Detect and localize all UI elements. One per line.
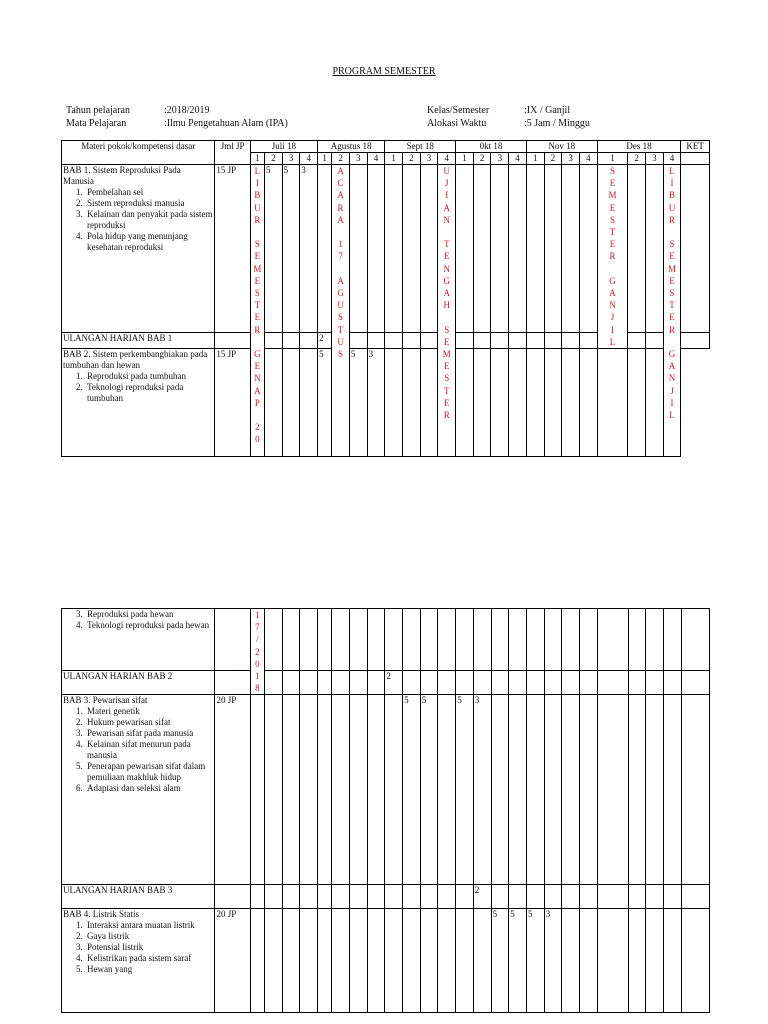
cell — [509, 609, 527, 671]
cell — [645, 333, 663, 349]
week-num: 4 — [509, 153, 527, 165]
list-item: 2. Teknologi reproduksi pada tumbuhan — [85, 382, 213, 404]
cell — [681, 909, 709, 1013]
cell — [562, 333, 580, 349]
cell — [420, 609, 438, 671]
header-materi: Materi pokok/kompetensi dasar — [62, 141, 215, 165]
bab4-list — [63, 920, 213, 975]
list-item: 5. Penerapan pewarisan sifat dalam pemuliaan makhluk hidup — [85, 761, 213, 783]
bab3-sep2: 5 — [403, 695, 421, 885]
week-num: 3 — [562, 153, 580, 165]
cell — [349, 165, 367, 333]
week-num: 4 — [300, 153, 318, 165]
cell — [332, 695, 350, 885]
week-num: 3 — [491, 153, 509, 165]
cell — [527, 609, 545, 671]
week-num: 1 — [597, 153, 628, 165]
list-item: 1. Pembelahan sel — [85, 187, 213, 198]
cell — [681, 165, 710, 333]
cell — [681, 671, 709, 695]
week-num: 2 — [473, 153, 491, 165]
bab4-nov1: 5 — [527, 909, 545, 1013]
header-month-sep: Sept 18 — [385, 141, 456, 153]
page-title: PROGRAM SEMESTER — [332, 66, 436, 77]
list-item: 2. Gaya listrik — [85, 931, 213, 942]
cell — [420, 349, 438, 457]
bab2cont-list — [63, 609, 213, 631]
cell — [473, 165, 491, 333]
week-num: 2 — [403, 153, 421, 165]
cell — [491, 695, 509, 885]
cell — [282, 609, 300, 671]
list-item: 2. Hukum pewarisan sifat — [85, 717, 213, 728]
cell — [628, 349, 646, 457]
vertical-libur-ganjil: L I B U R S E M E S T E R G A N J I L — [663, 165, 681, 457]
header-row-months — [62, 141, 710, 153]
cell — [491, 885, 509, 909]
cell — [456, 333, 474, 349]
cell — [367, 885, 385, 909]
cell — [456, 885, 474, 909]
cell — [663, 885, 681, 909]
cell — [265, 695, 283, 885]
cell — [628, 165, 646, 333]
week-num: 4 — [663, 153, 681, 165]
week-num: 1 — [526, 153, 544, 165]
cell — [385, 609, 403, 671]
kelas-value: :IX / Ganjil — [524, 105, 571, 116]
uh3-title: ULANGAN HARIAN BAB 3 — [62, 885, 215, 909]
alokasi-value: :5 Jam / Minggu — [524, 118, 590, 129]
bab2-jp: 15 JP — [215, 349, 250, 457]
cell — [456, 909, 474, 1013]
uh1-agu1: 2 — [318, 333, 332, 349]
mapel-label: Mata Pelajaran — [66, 118, 127, 129]
cell — [509, 165, 527, 333]
cell — [562, 349, 580, 457]
cell — [403, 671, 421, 695]
cell — [562, 609, 580, 671]
meta-left-values — [164, 104, 288, 130]
cell — [544, 671, 562, 695]
cell — [663, 609, 681, 671]
bab2cont-cell — [62, 609, 215, 671]
cell — [385, 885, 403, 909]
table-row — [62, 695, 710, 885]
week-num: 4 — [579, 153, 597, 165]
cell — [385, 349, 403, 457]
cell — [215, 885, 250, 909]
bab3-cell — [62, 695, 215, 885]
cell — [509, 695, 527, 885]
ket-blank — [681, 153, 710, 165]
bab3-sep3: 5 — [420, 695, 438, 885]
cell — [628, 909, 646, 1013]
alokasi-label: Alokasi Waktu — [427, 118, 487, 129]
cell — [491, 333, 509, 349]
cell — [681, 609, 709, 671]
cell — [646, 909, 664, 1013]
cell — [420, 909, 438, 1013]
cell — [318, 609, 332, 671]
bab3-jp: 20 JP — [215, 695, 250, 885]
bab2-title: BAB 2. Sistem perkembangbiakan pada tumbuhan dan hewan — [63, 349, 208, 371]
cell — [562, 165, 580, 333]
cell — [628, 671, 646, 695]
cell — [580, 695, 598, 885]
week-num: 1 — [456, 153, 474, 165]
cell — [456, 671, 474, 695]
cell — [597, 695, 628, 885]
cell — [473, 609, 491, 671]
bab4-jp: 20 JP — [215, 909, 250, 1013]
vertical-libur-genap-cont: 1 7 / 2 0 1 8 — [250, 609, 264, 695]
cell — [438, 609, 456, 671]
cell — [544, 695, 562, 885]
cell — [579, 349, 597, 457]
week-num: 3 — [645, 153, 663, 165]
cell — [473, 333, 491, 349]
week-num: 3 — [420, 153, 438, 165]
table-row — [62, 671, 710, 695]
cell — [420, 671, 438, 695]
cell — [491, 349, 509, 457]
cell — [580, 885, 598, 909]
bab2-list — [63, 371, 213, 404]
cell — [597, 671, 628, 695]
bab3-list — [63, 706, 213, 794]
cell — [473, 909, 491, 1013]
uh2-title: ULANGAN HARIAN BAB 2 — [62, 671, 215, 695]
cell — [403, 885, 421, 909]
cell — [367, 695, 385, 885]
cell — [300, 909, 318, 1013]
cell — [349, 695, 367, 885]
bab2-sep1: 3 — [367, 349, 385, 457]
bab3-okt1: 5 — [456, 695, 474, 885]
cell — [562, 909, 580, 1013]
cell — [456, 349, 474, 457]
table-row — [62, 909, 710, 1013]
vertical-acara: A C A R A 1 7 A G U S T U S — [332, 165, 350, 457]
list-item: 2. Sistem reproduksi manusia — [85, 198, 213, 209]
cell — [544, 609, 562, 671]
cell — [300, 671, 318, 695]
meta-right — [427, 104, 489, 130]
meta-right-values — [524, 104, 590, 130]
cell — [628, 609, 646, 671]
header-month-jul: Juli 18 — [250, 141, 317, 153]
cell — [385, 165, 403, 333]
header-month-agu: Agustus 18 — [318, 141, 385, 153]
week-num: 4 — [438, 153, 456, 165]
kelas-label: Kelas/Semester — [427, 105, 490, 116]
cell — [250, 885, 264, 909]
cell — [544, 349, 562, 457]
cell — [420, 885, 438, 909]
bab3-okt2: 3 — [473, 695, 491, 885]
list-item: 4. Kelistrikan pada sistem saraf — [85, 953, 213, 964]
cell — [215, 333, 250, 349]
cell — [300, 695, 318, 885]
bab1-jp: 15 JP — [215, 165, 250, 333]
cell — [646, 671, 664, 695]
cell — [300, 609, 318, 671]
list-item: 5. Hewan yang — [85, 964, 213, 975]
cell — [527, 695, 545, 885]
cell — [385, 695, 403, 885]
cell — [579, 165, 597, 333]
cell — [420, 333, 438, 349]
program-table-2 — [61, 608, 710, 1013]
cell — [265, 609, 283, 671]
week-num: 2 — [264, 153, 282, 165]
table-row — [62, 349, 710, 457]
cell — [580, 909, 598, 1013]
cell — [628, 695, 646, 885]
cell — [597, 609, 628, 671]
cell — [473, 671, 491, 695]
bab1-cell — [62, 165, 215, 333]
cell — [473, 349, 491, 457]
bab2-agu4: 5 — [349, 349, 367, 457]
cell — [438, 909, 456, 1013]
cell — [300, 885, 318, 909]
week-num: 3 — [282, 153, 300, 165]
cell — [681, 695, 709, 885]
cell — [544, 885, 562, 909]
cell — [367, 609, 385, 671]
cell — [265, 671, 283, 695]
cell — [645, 349, 663, 457]
cell — [663, 671, 681, 695]
list-item: 6. Adaptasi dan seleksi alam — [85, 783, 213, 794]
cell — [300, 349, 318, 457]
table-row — [62, 609, 710, 671]
cell — [526, 165, 544, 333]
header-ket: KET — [681, 141, 710, 153]
cell — [349, 333, 367, 349]
list-item: 4. Kelainan sifat menurun pada manusia — [85, 739, 213, 761]
cell — [491, 671, 509, 695]
program-table-1 — [61, 140, 710, 457]
cell — [562, 695, 580, 885]
bab2-cell — [62, 349, 215, 457]
bab4-okt3: 5 — [491, 909, 509, 1013]
week-num: 1 — [250, 153, 264, 165]
cell — [526, 333, 544, 349]
cell — [544, 333, 562, 349]
cell — [663, 695, 681, 885]
list-item: 4. Teknologi reproduksi pada hewan — [85, 620, 213, 631]
cell — [527, 885, 545, 909]
cell — [250, 695, 264, 885]
week-num: 3 — [349, 153, 367, 165]
cell — [349, 671, 367, 695]
cell — [332, 609, 350, 671]
list-item: 1. Materi genetik — [85, 706, 213, 717]
bab4-nov2: 3 — [544, 909, 562, 1013]
cell — [215, 671, 250, 695]
cell — [526, 349, 544, 457]
cell — [385, 909, 403, 1013]
cell — [646, 885, 664, 909]
cell — [215, 609, 250, 671]
tahun-value: :2018/2019 — [164, 105, 210, 116]
cell — [509, 349, 527, 457]
header-jml: Jml JP — [215, 141, 250, 165]
week-num: 2 — [628, 153, 646, 165]
header-month-okt: 0kt 18 — [456, 141, 527, 153]
cell — [403, 609, 421, 671]
cell — [282, 349, 300, 457]
cell — [318, 909, 332, 1013]
cell — [349, 909, 367, 1013]
week-num: 1 — [318, 153, 332, 165]
bab4-cell — [62, 909, 215, 1013]
header-month-des: Des 18 — [597, 141, 681, 153]
cell — [318, 695, 332, 885]
cell — [646, 695, 664, 885]
cell — [264, 333, 282, 349]
bab3-title: BAB 3. Pewarisan sifat — [63, 695, 148, 706]
cell — [265, 909, 283, 1013]
bab4-okt4: 5 — [509, 909, 527, 1013]
cell — [403, 165, 421, 333]
week-num: 4 — [367, 153, 385, 165]
cell — [509, 333, 527, 349]
vertical-libur-genap: L I B U R S E M E S T E R G E N A P 2 0 — [250, 165, 264, 457]
list-item: 3. Reproduksi pada hewan — [85, 609, 213, 620]
bab1-jul3: 5 — [282, 165, 300, 333]
cell — [628, 885, 646, 909]
cell — [562, 671, 580, 695]
cell — [663, 909, 681, 1013]
uh2-sep1: 2 — [385, 671, 403, 695]
cell — [300, 333, 318, 349]
cell — [318, 885, 332, 909]
cell — [597, 885, 628, 909]
cell — [332, 885, 350, 909]
bab1-title: BAB 1. Sistem Reproduksi Pada Manusia — [63, 165, 181, 186]
vertical-semester-ganjil: S E M E S T E R G A N J I L — [597, 165, 628, 349]
cell — [332, 909, 350, 1013]
header-month-nov: Nov 18 — [526, 141, 597, 153]
cell — [580, 671, 598, 695]
cell — [438, 695, 456, 885]
cell — [509, 671, 527, 695]
vertical-uts: U J I A N T E N G A H S E M E S T E R — [438, 165, 456, 457]
cell — [403, 333, 421, 349]
cell — [420, 165, 438, 333]
cell — [562, 885, 580, 909]
list-item: 1. Reproduksi pada tumbuhan — [85, 371, 213, 382]
meta-left — [66, 104, 130, 130]
week-num: 2 — [332, 153, 350, 165]
cell — [646, 609, 664, 671]
cell — [282, 885, 300, 909]
cell — [332, 671, 350, 695]
week-num: 2 — [544, 153, 562, 165]
cell — [403, 349, 421, 457]
cell — [681, 333, 710, 349]
bab4-title: BAB 4. Listrik Statis — [63, 909, 140, 920]
cell — [403, 909, 421, 1013]
list-item: 3. Potensial listrik — [85, 942, 213, 953]
bab1-list — [63, 187, 213, 253]
cell — [265, 885, 283, 909]
cell — [282, 695, 300, 885]
cell — [367, 671, 385, 695]
bab2-agu2: 5 — [319, 349, 324, 360]
cell — [282, 333, 300, 349]
cell — [491, 609, 509, 671]
mapel-value: :Ilmu Pengetahuan Alam (IPA) — [164, 118, 288, 129]
list-item: 3. Pewarisan sifat pada manusia — [85, 728, 213, 739]
list-item: 3. Kelainan dan penyakit pada sistem reproduksi — [85, 209, 213, 231]
cell — [597, 349, 628, 457]
tahun-label: Tahun pelajaran — [66, 105, 130, 116]
cell — [628, 333, 646, 349]
cell — [385, 333, 403, 349]
cell — [544, 165, 562, 333]
uh3-okt2: 2 — [473, 885, 491, 909]
week-num: 1 — [385, 153, 403, 165]
cell — [580, 609, 598, 671]
cell — [367, 165, 385, 333]
cell — [438, 671, 456, 695]
cell — [645, 165, 663, 333]
cell — [250, 909, 264, 1013]
cell — [367, 909, 385, 1013]
cell — [318, 165, 332, 333]
cell — [509, 885, 527, 909]
cell — [597, 909, 628, 1013]
bab2-agu2-cell — [318, 349, 332, 457]
list-item: 4. Pola hidup yang menunjang kesehatan reproduksi — [85, 231, 213, 253]
bab1-jul4: 3 — [300, 165, 318, 333]
cell — [282, 909, 300, 1013]
cell — [491, 165, 509, 333]
cell — [438, 885, 456, 909]
cell — [282, 671, 300, 695]
cell — [579, 333, 597, 349]
cell — [527, 671, 545, 695]
cell — [367, 333, 385, 349]
list-item: 1. Interaksi antara muatan listrik — [85, 920, 213, 931]
cell — [681, 885, 709, 909]
table-row — [62, 885, 710, 909]
cell — [349, 885, 367, 909]
cell — [264, 349, 282, 457]
cell — [456, 165, 474, 333]
bab1-jul2: 5 — [264, 165, 282, 333]
cell — [318, 671, 332, 695]
cell — [349, 609, 367, 671]
cell — [456, 609, 474, 671]
uh1-title: ULANGAN HARIAN BAB 1 — [62, 333, 215, 349]
table-row — [62, 165, 710, 333]
